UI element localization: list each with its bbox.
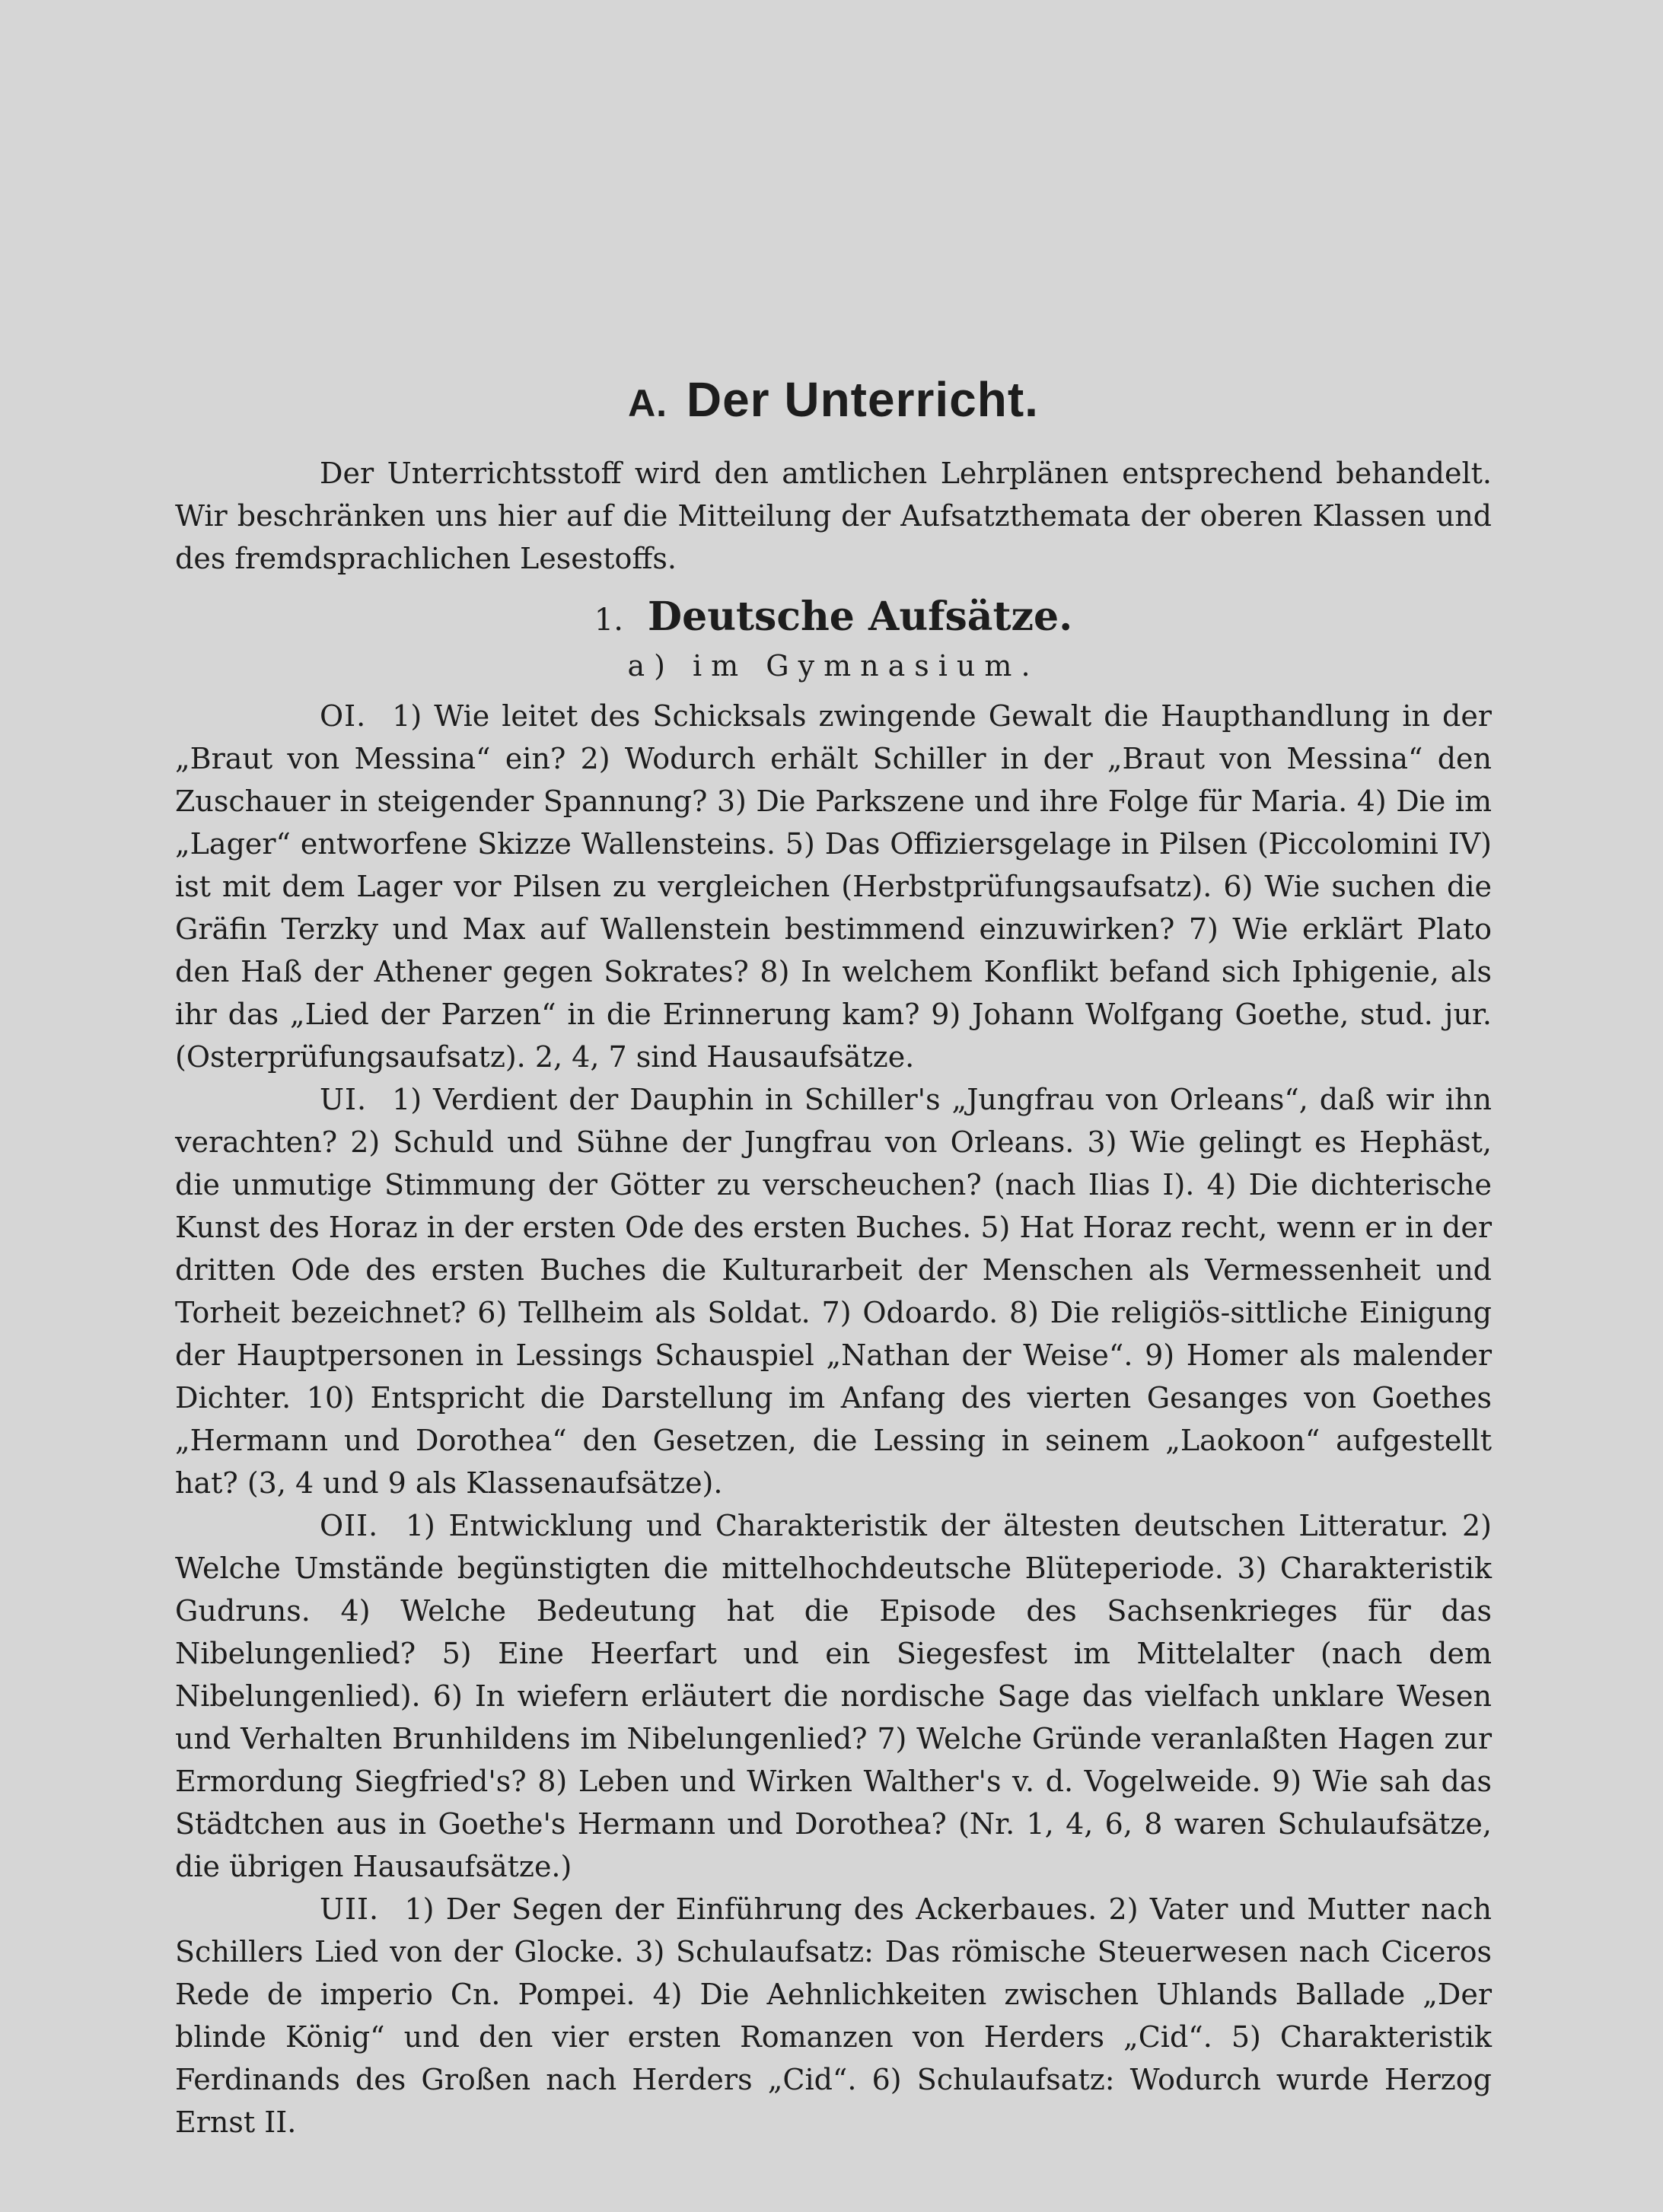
subsection-heading: a) im Gymnasium. [627,648,1040,683]
page-title [175,373,1492,426]
title-text: Der Unterricht. [686,372,1039,427]
section-heading [175,594,1492,641]
class-label: UII. [320,1892,380,1926]
document-page [175,373,1492,2144]
section-title: Deutsche Aufsätze. [648,594,1073,641]
intro-paragraph: Der Unterrichtsstoff wird den amtlichen Lehrplänen entsprechend behandelt. Wir beschränken uns hier auf die Mitteilung der Aufsatzthemata der oberen Klassen und des fremdsprachlichen Lesestoffs. [175,457,1492,576]
class-topics: 1) Verdient der Dauphin in Schiller's „Jungfrau von Orleans“, daß wir ihn verachten? 2) Schuld und Sühne der Jungfrau von Orleans. 3) Wie gelingt es Hephäst, die unmutige Stimmung der Götter zu verscheuchen? (nach Ilias I). 4) Die dichterische Kunst des Horaz in der ersten Ode des ersten Buches. 5) Hat Horaz recht, wenn er in der dritten Ode des ersten Buches die Kulturarbeit der Menschen als Vermessenheit und Torheit bezeichnet? 6) Tellheim als Soldat. 7) Odoardo. 8) Die religiös-sittliche Einigung der Hauptpersonen in Lessings Schauspiel „Nathan der Weise“. 9) Homer als malender Dichter. 10) Entspricht die Darstellung im Anfang des vierten Gesanges von Goethes „Hermann und Dorothea“ den Gesetzen, die Lessing in seinem „Laokoon“ aufgestellt hat? (3, 4 und 9 als Klassenaufsätze). [175,1082,1492,1500]
class-paragraph-uii [175,1888,1492,2144]
class-topics: 1) Entwicklung und Charakteristik der ältesten deutschen Litteratur. 2) Welche Umstände begünstigten die mittelhochdeutsche Blüteperiode. 3) Charakteristik Gudruns. 4) Welche Bedeutung hat die Episode des Sachsenkrieges für das Nibelungenlied? 5) Eine Heerfart und ein Siegesfest im Mittelalter (nach dem Nibelungenlied). 6) In wiefern erläutert die nordische Sage das vielfach unklare Wesen und Verhalten Brunhildens im Nibelungenlied? 7) Welche Gründe veranlaßten Hagen zur Ermordung Siegfried's? 8) Leben und Wirken Walther's v. d. Vogelweide. 9) Wie sah das Städtchen aus in Goethe's Hermann und Dorothea? (Nr. 1, 4, 6, 8 waren Schulaufsätze, die übrigen Hausaufsätze.) [175,1508,1492,1883]
class-paragraph-ui [175,1078,1492,1504]
class-label: UI. [320,1082,368,1116]
class-paragraph-oii [175,1504,1492,1888]
class-paragraph-oi [175,695,1492,1078]
class-topics: 1) Wie leitet des Schicksals zwingende Gewalt die Haupthandlung in der „Braut von Messina“ ein? 2) Wodurch erhält Schiller in der „Braut von Messina“ den Zuschauer in steigender Spannung? 3) Die Parkszene und ihre Folge für Maria. 4) Die im „Lager“ entworfene Skizze Wallensteins. 5) Das Offiziersgelage in Pilsen (Piccolomini IV) ist mit dem Lager vor Pilsen zu vergleichen (Herbstprüfungsaufsatz). 6) Wie suchen die Gräfin Terzky und Max auf Wallenstein bestimmend einzuwirken? 7) Wie erklärt Plato den Haß der Athener gegen Sokrates? 8) In welchem Konflikt befand sich Iphigenie, als ihr das „Lied der Parzen“ in die Erinnerung kam? 9) Johann Wolfgang Goethe, stud. jur. (Osterprüfungsaufsatz). 2, 4, 7 sind Hausaufsätze. [175,699,1492,1074]
title-letter: A. [628,382,668,425]
class-label: OII. [320,1508,379,1542]
class-label: OI. [320,699,367,733]
section-number: 1. [594,603,623,638]
class-topics: 1) Der Segen der Einführung des Ackerbaues. 2) Vater und Mutter nach Schillers Lied von der Glocke. 3) Schulaufsatz: Das römische Steuerwesen nach Ciceros Rede de imperio Cn. Pompei. 4) Die Aehnlichkeiten zwischen Uhlands Ballade „Der blinde König“ und den vier ersten Romanzen von Herders „Cid“. 5) Charakteristik Ferdinands des Großen nach Herders „Cid“. 6) Schulaufsatz: Wodurch wurde Herzog Ernst II. [175,1892,1492,2139]
